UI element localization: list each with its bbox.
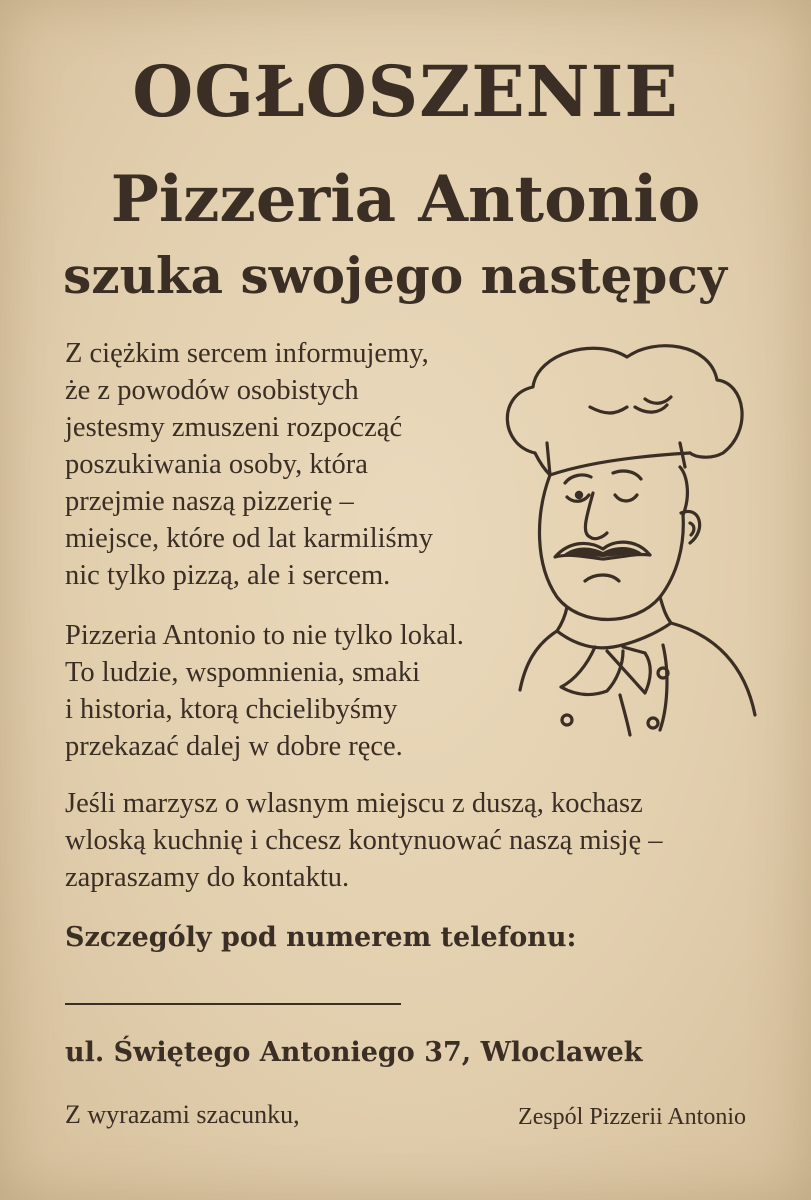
text-line: To ludzie, wspomnienia, smaki bbox=[65, 657, 420, 688]
closing-regards: Z wyrazami szacunku, bbox=[65, 1100, 300, 1129]
subtitle: szuka swojego następcy bbox=[63, 246, 727, 305]
text-line: poszukiwania osoby, która bbox=[65, 449, 368, 480]
business-name: Pizzeria Antonio bbox=[110, 162, 701, 237]
phone-number-blank-line bbox=[65, 1003, 401, 1005]
chef-hat-icon bbox=[507, 346, 742, 457]
text-line: jestesmy zmuszeni rozpocząć bbox=[65, 412, 403, 443]
text-line: Z ciężkim sercem informujemy, bbox=[65, 338, 429, 369]
chef-scarf-icon bbox=[557, 623, 671, 648]
text-line: nic tylko pizzą, ale i sercem. bbox=[65, 560, 391, 591]
paragraph-about bbox=[65, 617, 464, 765]
text-line: przekazać dalej w dobre ręce. bbox=[65, 731, 403, 762]
text-line: że z powodów osobistych bbox=[65, 375, 359, 406]
signature: Zespól Pizzerii Antonio bbox=[518, 1104, 746, 1130]
text-line: przejmie naszą pizzerię – bbox=[65, 486, 354, 517]
text-line: Pizzeria Antonio to nie tylko lokal. bbox=[65, 620, 464, 651]
page-title: OGŁOSZENIE bbox=[132, 50, 679, 133]
text-line: i historia, ktorą chcielibyśmy bbox=[65, 694, 398, 725]
phone-details-label: Szczególy pod numerem telefonu: bbox=[65, 922, 577, 953]
paragraph-intro bbox=[65, 335, 433, 594]
paragraph-invitation bbox=[65, 785, 663, 896]
sad-chef-illustration bbox=[495, 335, 785, 755]
address: ul. Świętego Antoniego 37, Wloclawek bbox=[65, 1037, 643, 1068]
text-line: miejsce, które od lat karmiliśmy bbox=[65, 523, 434, 554]
text-line: wloską kuchnię i chcesz kontynuować naszą misję – bbox=[65, 825, 663, 856]
text-line: Jeśli marzysz o wlasnym miejscu z duszą, kochasz bbox=[65, 788, 643, 819]
text-line: zapraszamy do kontaktu. bbox=[65, 862, 350, 893]
